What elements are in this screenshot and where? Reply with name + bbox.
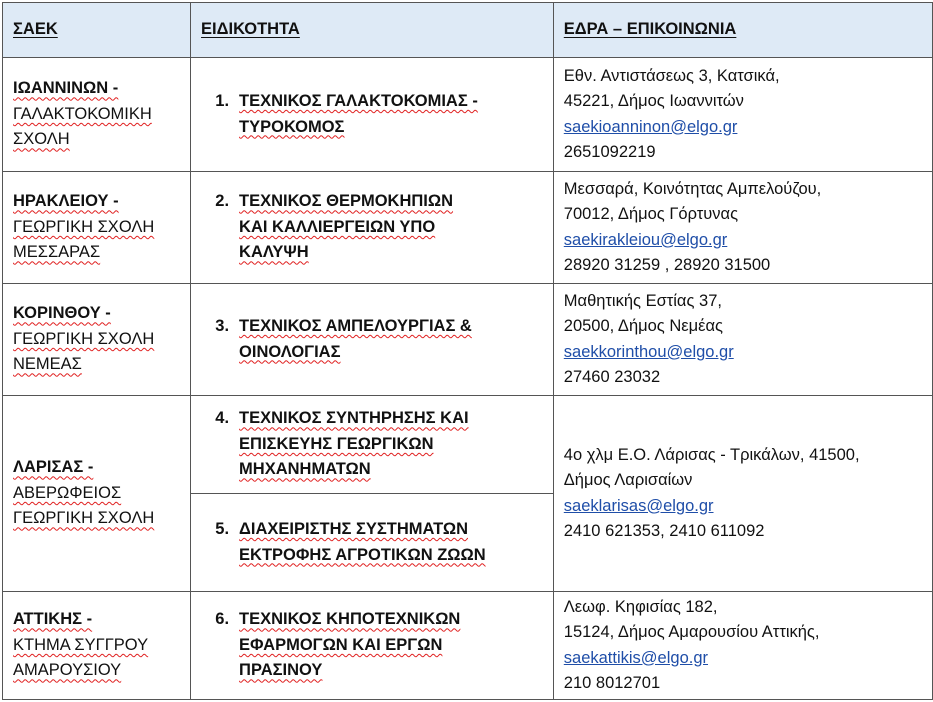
saek-city: ΑΤΤΙΚΗΣ - (13, 610, 93, 629)
specialty-line: ΔΙΑΧΕΙΡΙΣΤΗΣ ΣΥΣΤΗΜΑΤΩΝ (239, 520, 468, 538)
specialty-line: ΤΕΧΝΙΚΟΣ ΣΥΝΤΗΡΗΣΗΣ ΚΑΙ (239, 409, 469, 428)
specialty-line: ΤΥΡΟΚΟΜΟΣ (239, 117, 345, 136)
specialty-line: ΤΕΧΝΙΚΟΣ ΘΕΡΜΟΚΗΠΙΩΝ (239, 192, 454, 211)
header-location-contact: ΕΔΡΑ – ΕΠΙΚΟΙΝΩΝΙΑ (553, 3, 932, 58)
saek-school-line: ΣΧΟΛΗ (13, 130, 70, 149)
address-line: 15124, Δήμος Αμαρουσίου Αττικής, (563, 623, 820, 641)
saek-school-line: ΑΒΕΡΩΦΕΙΟΣ (13, 483, 122, 502)
specialty-line: ΤΕΧΝΙΚΟΣ ΑΜΠΕΛΟΥΡΓΙΑΣ & (239, 317, 472, 335)
table-row (3, 172, 933, 284)
specialty-number: 4. (215, 409, 230, 428)
specialty-line: ΠΡΑΣΙΝΟΥ (239, 661, 323, 680)
specialty-line: ΕΦΑΡΜΟΓΩΝ ΚΑΙ ΕΡΓΩΝ (239, 635, 443, 654)
specialty-number: 1. (215, 92, 230, 110)
saek-cell (3, 284, 191, 396)
saek-cell (3, 592, 191, 700)
saek-city: ΚΟΡΙΝΘΟΥ - (13, 304, 111, 323)
specialty-cell (191, 396, 554, 494)
contact-cell (553, 284, 932, 396)
phone-number: 210 8012701 (563, 674, 661, 692)
contact-cell (553, 172, 932, 284)
table-row (3, 284, 933, 396)
specialty-number: 5. (215, 520, 230, 538)
address-line: Μεσσαρά, Κοινότητας Αμπελούζου, (563, 179, 822, 198)
saek-school-line: ΓΑΛΑΚΤΟΚΟΜΙΚΗ (13, 104, 152, 123)
specialty-line: ΤΕΧΝΙΚΟΣ ΚΗΠΟΤΕΧΝΙΚΩΝ (239, 610, 461, 629)
saek-city: ΙΩΑΝΝΙΝΩΝ - (13, 79, 119, 98)
address-line: 70012, Δήμος Γόρτυνας (563, 205, 739, 223)
saek-school-line: ΓΕΩΡΓΙΚΗ ΣΧΟΛΗ (13, 509, 155, 528)
phone-number: 28920 31259 , 28920 31500 (563, 256, 771, 274)
saek-school-line: ΓΕΩΡΓΙΚΗ ΣΧΟΛΗ (13, 217, 155, 236)
phone-number: 2651092219 (563, 143, 656, 161)
specialty-line: ΜΗΧΑΝΗΜΑΤΩΝ (239, 460, 371, 479)
address-line: Λεωφ. Κηφισίας 182, (563, 597, 718, 616)
specialty-line: ΚΑΙ ΚΑΛΛΙΕΡΓΕΙΩΝ ΥΠΟ (239, 217, 436, 236)
specialty-line: ΚΑΛΥΨΗ (239, 243, 309, 262)
address-line: 45221, Δήμος Ιωαννιτών (563, 92, 744, 110)
saek-school-line: ΓΕΩΡΓΙΚΗ ΣΧΟΛΗ (13, 329, 155, 348)
header-saek: ΣΑΕΚ (3, 3, 191, 58)
saek-school-line: ΝΕΜΕΑΣ (13, 355, 82, 374)
specialty-number: 3. (215, 317, 230, 335)
contact-cell (553, 396, 932, 592)
specialty-line: ΕΚΤΡΟΦΗΣ ΑΓΡΟΤΙΚΩΝ ΖΩΩΝ (239, 545, 486, 564)
specialty-cell (191, 58, 554, 172)
address-line: 20500, Δήμος Νεμέας (563, 317, 723, 335)
saek-school-line: ΑΜΑΡΟΥΣΙΟΥ (13, 661, 122, 680)
email-link[interactable]: saekirakleiou@elgo.gr (563, 230, 728, 249)
email-link[interactable]: saekattikis@elgo.gr (563, 648, 709, 667)
saek-school-line: ΚΤΗΜΑ ΣΥΓΓΡΟΥ (13, 635, 149, 654)
address-line: Μαθητικής Εστίας 37, (563, 291, 722, 310)
email-link[interactable]: saekioanninon@elgo.gr (563, 117, 738, 136)
specialty-line: ΕΠΙΣΚΕΥΗΣ ΓΕΩΡΓΙΚΩΝ (239, 434, 434, 453)
contact-cell (553, 592, 932, 700)
phone-number: 27460 23032 (563, 368, 661, 386)
saek-cell (3, 172, 191, 284)
address-line: Εθν. Αντιστάσεως 3, Κατσικά, (563, 66, 780, 85)
address-line: 4ο χλμ Ε.Ο. Λάρισας - Τρικάλων, 41500, (563, 445, 860, 464)
header-specialty: ΕΙΔΙΚΟΤΗΤΑ (191, 3, 554, 58)
specialty-cell (191, 284, 554, 396)
specialty-cell (191, 172, 554, 284)
specialty-number: 2. (215, 192, 230, 211)
email-link[interactable]: saekkorinthou@elgo.gr (563, 342, 734, 361)
specialty-line: ΤΕΧΝΙΚΟΣ ΓΑΛΑΚΤΟΚΟΜΙΑΣ - (239, 92, 478, 110)
saek-city: ΗΡΑΚΛΕΙΟΥ - (13, 192, 119, 211)
saek-city: ΛΑΡΙΣΑΣ - (13, 458, 94, 477)
table-row (3, 396, 933, 494)
table-row (3, 58, 933, 172)
email-link[interactable]: saeklarisas@elgo.gr (563, 496, 714, 515)
saek-table (2, 2, 933, 700)
phone-number: 2410 621353, 2410 611092 (563, 522, 765, 540)
header-row (3, 3, 933, 58)
saek-school-line: ΜΕΣΣΑΡΑΣ (13, 243, 101, 262)
saek-cell (3, 58, 191, 172)
specialty-number: 6. (215, 610, 230, 629)
specialty-line: ΟΙΝΟΛΟΓΙΑΣ (239, 342, 341, 361)
address-line: Δήμος Λαρισαίων (563, 471, 693, 489)
contact-cell (553, 58, 932, 172)
specialty-cell (191, 592, 554, 700)
saek-cell (3, 396, 191, 592)
table-row (3, 592, 933, 700)
specialty-cell (191, 494, 554, 592)
